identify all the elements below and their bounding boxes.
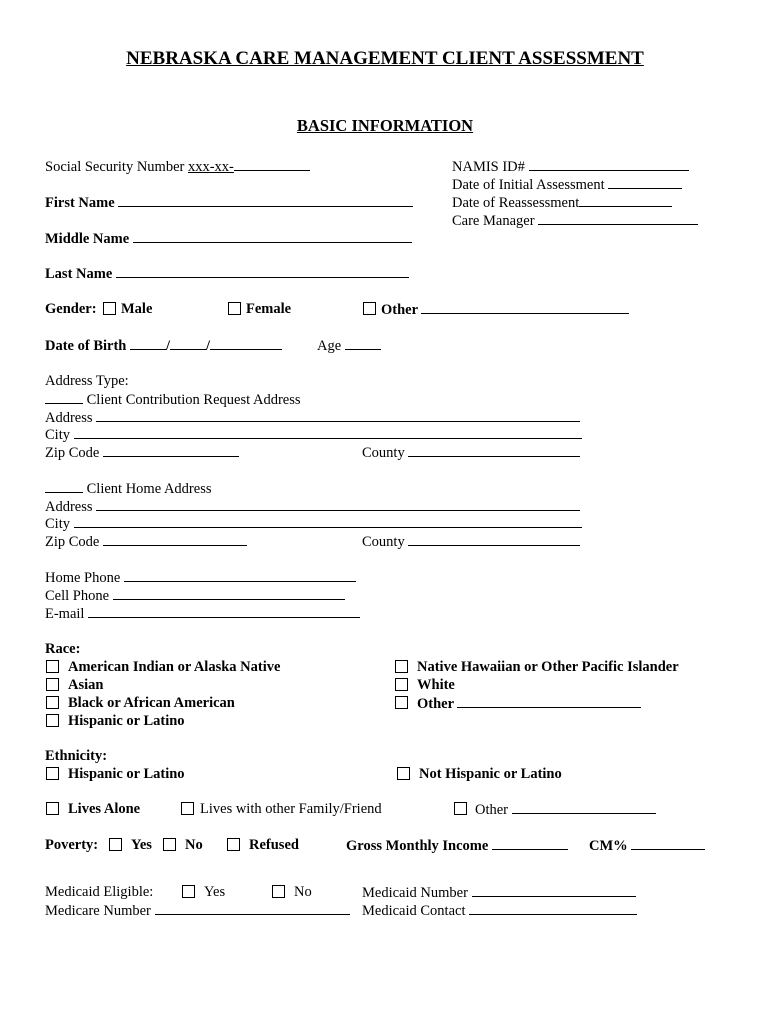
medicaid-contact-field[interactable] bbox=[469, 901, 637, 915]
namis-field[interactable] bbox=[529, 157, 689, 171]
dob-sep-1: / bbox=[165, 338, 170, 354]
zip-label: Zip Code bbox=[45, 534, 100, 550]
race-other-label: Other bbox=[417, 696, 454, 712]
namis-row bbox=[452, 157, 689, 176]
race-pacific-islander-label: Native Hawaiian or Other Pacific Islander bbox=[417, 659, 679, 675]
home-address-label: Client Home Address bbox=[86, 481, 212, 497]
living-other-checkbox[interactable] bbox=[454, 802, 467, 815]
email-field[interactable] bbox=[88, 604, 360, 618]
gender-other-checkbox[interactable] bbox=[363, 302, 376, 315]
poverty-no-label: No bbox=[185, 837, 203, 853]
county-label: County bbox=[362, 445, 405, 461]
income-field[interactable] bbox=[492, 836, 568, 850]
ssn-label: Social Security Number bbox=[45, 159, 185, 175]
ethnicity-label: Ethnicity: bbox=[45, 748, 108, 764]
poverty-yes-label: Yes bbox=[131, 837, 152, 853]
reassessment-label: Date of Reassessment bbox=[452, 195, 580, 211]
race-other-field[interactable] bbox=[457, 694, 641, 708]
middle-name-label: Middle Name bbox=[45, 231, 130, 247]
last-name-field[interactable] bbox=[116, 264, 409, 278]
care-manager-label: Care Manager bbox=[452, 213, 535, 229]
form-title: NEBRASKA CARE MANAGEMENT CLIENT ASSESSMENT bbox=[126, 48, 644, 69]
middle-name-row bbox=[45, 229, 412, 248]
email-label: E-mail bbox=[45, 606, 85, 622]
contribution-city-field[interactable] bbox=[74, 425, 582, 439]
contribution-address-label: Client Contribution Request Address bbox=[86, 392, 301, 408]
initial-assessment-field[interactable] bbox=[608, 175, 682, 189]
race-other-checkbox[interactable] bbox=[395, 696, 408, 709]
cell-phone-field[interactable] bbox=[113, 586, 345, 600]
medicare-number-field[interactable] bbox=[155, 901, 350, 915]
ssn-field[interactable] bbox=[234, 157, 310, 171]
race-hispanic-label: Hispanic or Latino bbox=[68, 713, 185, 729]
city-label: City bbox=[45, 516, 70, 532]
contribution-city-line bbox=[45, 425, 582, 444]
medicaid-no-checkbox[interactable] bbox=[272, 885, 285, 898]
gender-other-field[interactable] bbox=[421, 300, 629, 314]
cm-field[interactable] bbox=[631, 836, 705, 850]
gender-male-label: Male bbox=[121, 301, 153, 317]
middle-name-field[interactable] bbox=[133, 229, 412, 243]
dob-month-field[interactable] bbox=[130, 336, 166, 350]
ethnicity-not-hispanic-checkbox[interactable] bbox=[397, 767, 410, 780]
home-phone-row bbox=[45, 568, 356, 587]
race-american-indian-label: American Indian or Alaska Native bbox=[68, 659, 281, 675]
ethnicity-not-hispanic-label: Not Hispanic or Latino bbox=[419, 766, 562, 782]
last-name-label: Last Name bbox=[45, 266, 113, 282]
gender-other-row bbox=[381, 300, 629, 319]
home-zip-line bbox=[45, 532, 247, 551]
medicaid-eligible-label: Medicaid Eligible: bbox=[45, 884, 154, 900]
lives-family-checkbox[interactable] bbox=[181, 802, 194, 815]
home-address-field[interactable] bbox=[96, 497, 580, 511]
initial-assessment-label: Date of Initial Assessment bbox=[452, 177, 605, 193]
cm-label: CM% bbox=[589, 838, 628, 854]
home-zip-field[interactable] bbox=[103, 532, 247, 546]
race-american-indian-checkbox[interactable] bbox=[46, 660, 59, 673]
ethnicity-hispanic-label: Hispanic or Latino bbox=[68, 766, 185, 782]
cell-phone-label: Cell Phone bbox=[45, 588, 110, 604]
dob-row bbox=[45, 336, 282, 355]
lives-alone-checkbox[interactable] bbox=[46, 802, 59, 815]
gender-female-label: Female bbox=[246, 301, 292, 317]
medicare-number-row bbox=[45, 901, 350, 920]
home-county-field[interactable] bbox=[408, 532, 580, 546]
race-black-checkbox[interactable] bbox=[46, 696, 59, 709]
ssn-row bbox=[45, 157, 310, 176]
home-city-line bbox=[45, 514, 582, 533]
race-label: Race: bbox=[45, 641, 81, 657]
dob-sep-2: / bbox=[206, 338, 211, 354]
race-hispanic-checkbox[interactable] bbox=[46, 714, 59, 727]
poverty-refused-checkbox[interactable] bbox=[227, 838, 240, 851]
home-city-field[interactable] bbox=[74, 514, 582, 528]
medicaid-number-field[interactable] bbox=[472, 883, 636, 897]
age-field[interactable] bbox=[345, 336, 381, 350]
poverty-no-checkbox[interactable] bbox=[163, 838, 176, 851]
zip-label: Zip Code bbox=[45, 445, 100, 461]
race-white-label: White bbox=[417, 677, 455, 693]
email-row bbox=[45, 604, 360, 623]
address-label: Address bbox=[45, 410, 93, 426]
reassessment-field[interactable] bbox=[579, 193, 672, 207]
lives-alone-label: Lives Alone bbox=[68, 801, 141, 817]
home-phone-label: Home Phone bbox=[45, 570, 121, 586]
county-label: County bbox=[362, 534, 405, 550]
gender-other-label: Other bbox=[381, 302, 418, 318]
home-county-line bbox=[362, 532, 580, 551]
age-label: Age bbox=[317, 338, 342, 354]
race-other-row bbox=[417, 694, 641, 713]
contribution-address-mark[interactable] bbox=[45, 390, 83, 404]
care-manager-row bbox=[452, 211, 698, 230]
contribution-zip-line bbox=[45, 443, 239, 462]
care-manager-field[interactable] bbox=[538, 211, 698, 225]
race-asian-checkbox[interactable] bbox=[46, 678, 59, 691]
race-pacific-islander-checkbox[interactable] bbox=[395, 660, 408, 673]
age-row bbox=[317, 336, 381, 355]
medicaid-number-row bbox=[362, 883, 636, 902]
cm-row bbox=[589, 836, 705, 855]
home-address-mark[interactable] bbox=[45, 479, 83, 493]
dob-year-field[interactable] bbox=[210, 336, 282, 350]
contribution-address-row bbox=[45, 390, 301, 409]
home-address-row bbox=[45, 479, 211, 498]
medicaid-yes-checkbox[interactable] bbox=[182, 885, 195, 898]
namis-label: NAMIS ID# bbox=[452, 159, 525, 175]
living-other-label: Other bbox=[475, 802, 509, 818]
contribution-county-field[interactable] bbox=[408, 443, 580, 457]
race-white-checkbox[interactable] bbox=[395, 678, 408, 691]
home-phone-field[interactable] bbox=[124, 568, 356, 582]
ethnicity-hispanic-checkbox[interactable] bbox=[46, 767, 59, 780]
cell-phone-row bbox=[45, 586, 345, 605]
first-name-row bbox=[45, 193, 413, 212]
dob-day-field[interactable] bbox=[170, 336, 206, 350]
medicaid-yes-label: Yes bbox=[204, 884, 226, 900]
last-name-row bbox=[45, 264, 409, 283]
living-other-field[interactable] bbox=[512, 800, 656, 814]
address-type-label: Address Type: bbox=[45, 373, 129, 389]
poverty-refused-label: Refused bbox=[249, 837, 299, 853]
income-row bbox=[346, 836, 568, 855]
living-other-row bbox=[475, 800, 656, 819]
contribution-zip-field[interactable] bbox=[103, 443, 239, 457]
poverty-label: Poverty: bbox=[45, 837, 99, 853]
income-label: Gross Monthly Income bbox=[346, 838, 489, 854]
first-name-label: First Name bbox=[45, 195, 115, 211]
medicaid-contact-row bbox=[362, 901, 637, 920]
gender-label: Gender: bbox=[45, 301, 97, 317]
poverty-yes-checkbox[interactable] bbox=[109, 838, 122, 851]
ssn-mask: xxx-xx- bbox=[187, 159, 234, 175]
medicaid-contact-label: Medicaid Contact bbox=[362, 903, 466, 919]
initial-assessment-row bbox=[452, 175, 682, 194]
address-label: Address bbox=[45, 499, 93, 515]
contribution-county-line bbox=[362, 443, 580, 462]
reassessment-row bbox=[452, 193, 672, 212]
city-label: City bbox=[45, 427, 70, 443]
race-asian-label: Asian bbox=[68, 677, 104, 693]
gender-female-checkbox[interactable] bbox=[228, 302, 241, 315]
medicare-number-label: Medicare Number bbox=[45, 903, 151, 919]
section-title: BASIC INFORMATION bbox=[296, 116, 474, 135]
dob-label: Date of Birth bbox=[45, 338, 127, 354]
gender-male-checkbox[interactable] bbox=[103, 302, 116, 315]
first-name-field[interactable] bbox=[118, 193, 413, 207]
medicaid-no-label: No bbox=[294, 884, 312, 900]
lives-family-label: Lives with other Family/Friend bbox=[200, 801, 382, 817]
medicaid-number-label: Medicaid Number bbox=[362, 885, 468, 901]
contribution-address-field[interactable] bbox=[96, 408, 580, 422]
race-black-label: Black or African American bbox=[68, 695, 235, 711]
